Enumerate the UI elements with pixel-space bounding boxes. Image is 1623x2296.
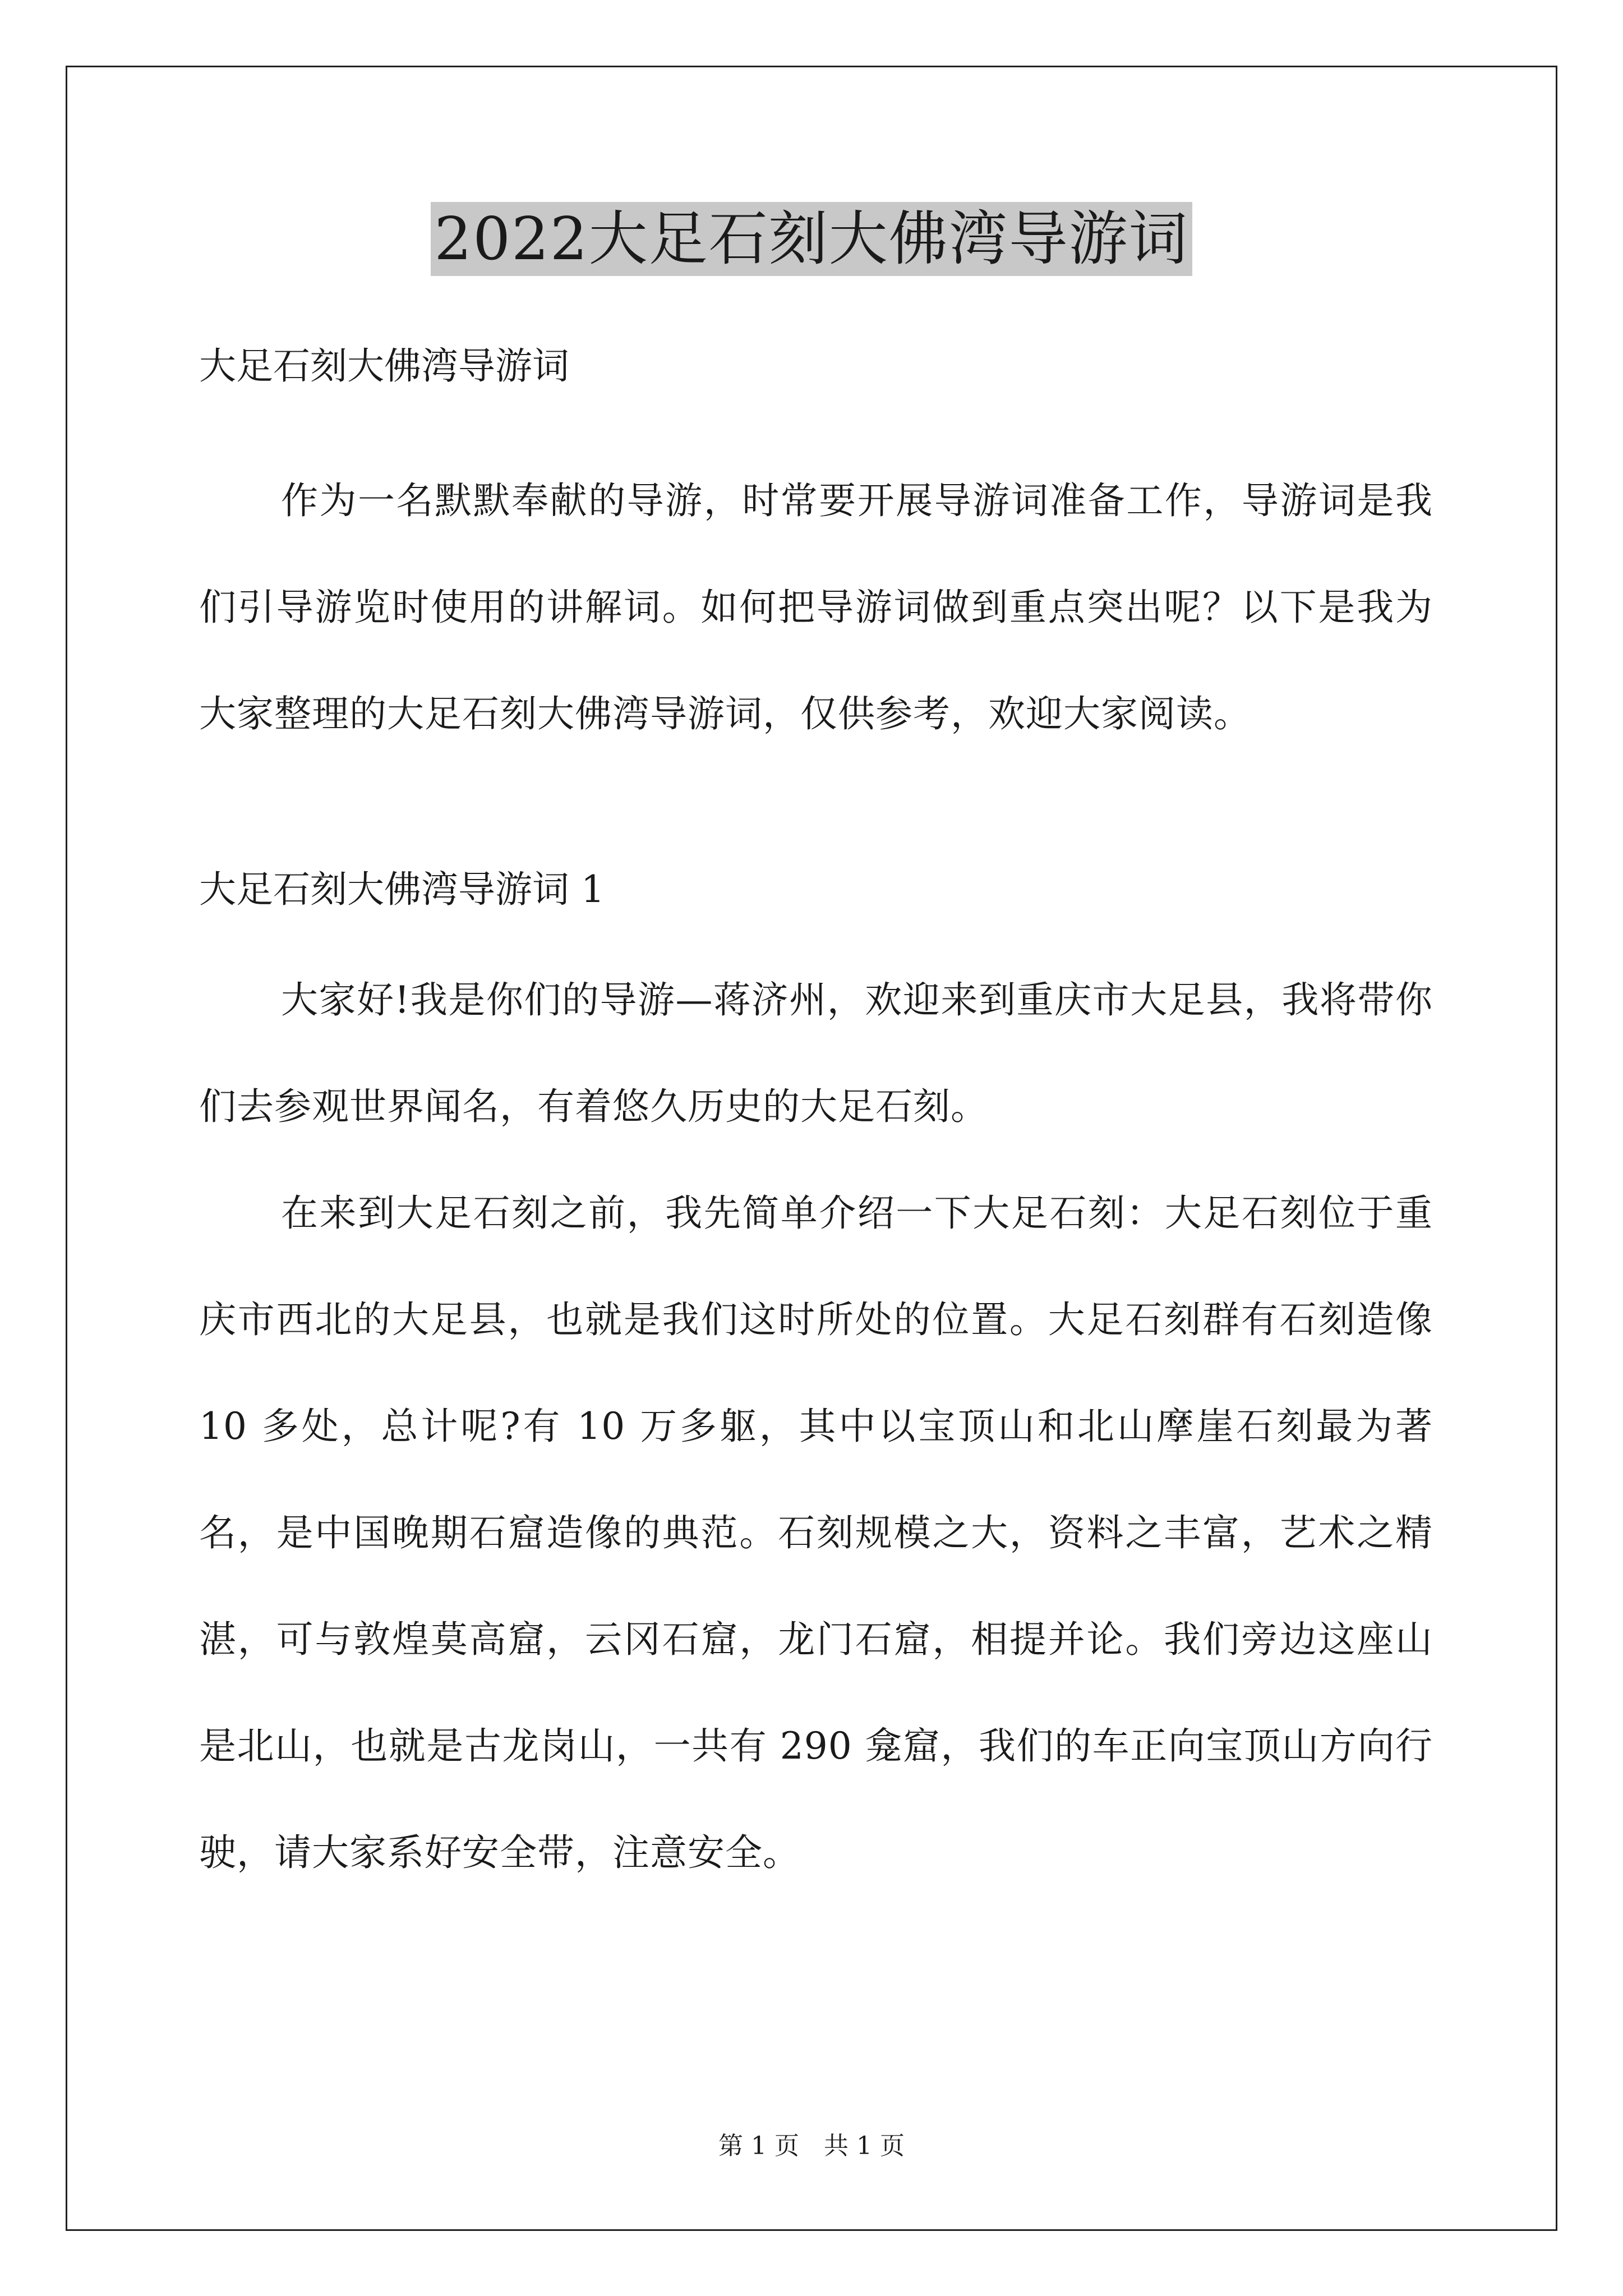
document-body — [199, 339, 1433, 1906]
body-paragraph: 大家好!我是你们的导游—蒋济州，欢迎来到重庆市大足县，我将带你们去参观世界闻名，有着悠久历史的大足石刻。 — [199, 978, 1433, 1128]
body-paragraph: 在来到大足石刻之前，我先简单介绍一下大足石刻：大足石刻位于重庆市西北的大足县，也就是我们这时所处的位置。大足石刻群有石刻造像 10 多处，总计呢?有 10 万多躯，其中以宝顶山和北山摩崖石刻最为著名，是中国晚期石窟造像的典范。石刻规模之大，资料之丰富，艺术之精湛，可与敦煌莫高窟，云冈石窟，龙门石窟，相提并论。我们旁边这座山是北山，也就是古龙岗山，一共有 290 龛窟，我们的车正向宝顶山方向行驶，请大家系好安全带，注意安全。 — [199, 1191, 1433, 1874]
title-container — [0, 202, 1623, 276]
intro-paragraph: 作为一名默默奉献的导游，时常要开展导游词准备工作，导游词是我们引导游览时使用的讲解词。如何把导游词做到重点突出呢？以下是我为大家整理的大足石刻大佛湾导游词，仅供参考，欢迎大家阅读。 — [199, 479, 1433, 735]
page-footer: 第 1 页 共 1 页 — [718, 2132, 905, 2160]
section-heading: 大足石刻大佛湾导游词 1 — [199, 868, 605, 911]
main-heading: 大足石刻大佛湾导游词 — [199, 344, 569, 388]
section-spacer — [199, 767, 1433, 863]
document-title: 2022大足石刻大佛湾导游词 — [431, 202, 1192, 276]
